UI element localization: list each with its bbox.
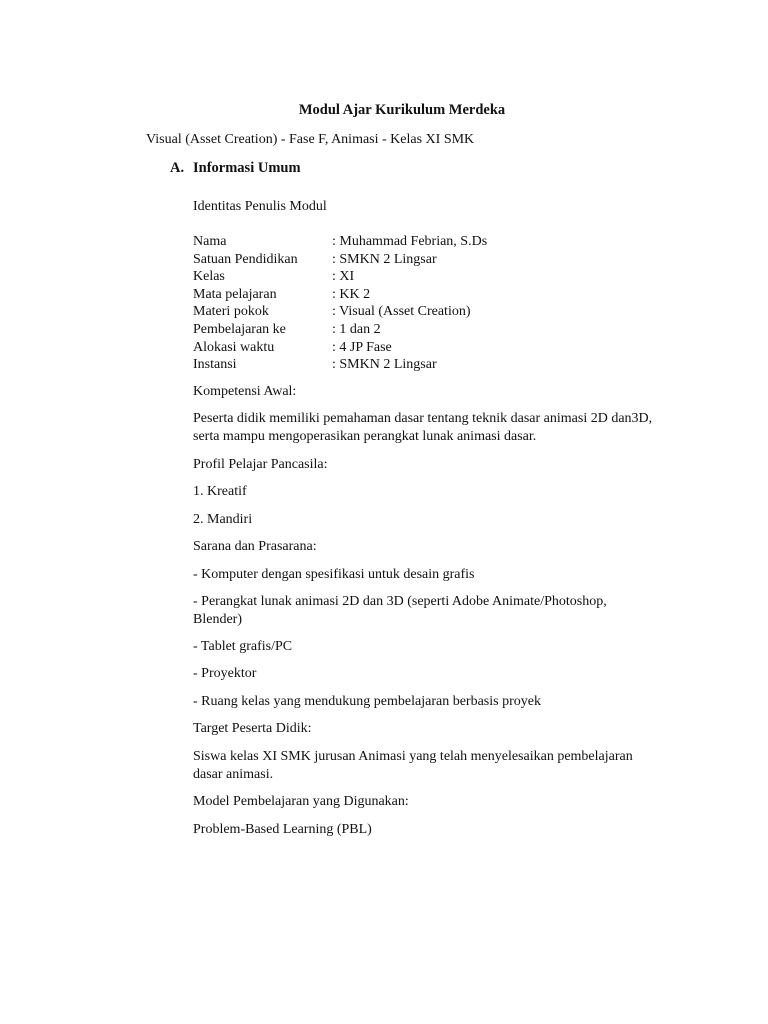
section-letter: A. (170, 160, 185, 176)
identity-row (193, 251, 487, 269)
identity-table (193, 233, 487, 374)
paragraph-model-heading: Model Pembelajaran yang Digunakan: (193, 794, 409, 809)
identity-key: Pembelajaran ke (193, 321, 286, 337)
paragraph-sarana-heading: Sarana dan Prasarana: (193, 539, 317, 554)
paragraph-target-text: Siswa kelas XI SMK jurusan Animasi yang telah menyelesaikan pembelajaran dasar animasi. (193, 749, 633, 782)
identity-value: : Visual (Asset Creation) (332, 304, 471, 320)
identity-row (193, 268, 487, 286)
identity-heading: Identitas Penulis Modul (193, 199, 327, 214)
identity-row (193, 356, 487, 374)
list-item: - Perangkat lunak animasi 2D dan 3D (seperti Adobe Animate/Photoshop, Blender) (193, 594, 607, 627)
identity-key: Materi pokok (193, 304, 269, 320)
identity-value: : XI (332, 269, 355, 285)
identity-value: : Muhammad Febrian, S.Ds (332, 234, 488, 249)
list-item: 1. Kreatif (193, 484, 247, 499)
list-item: - Ruang kelas yang mendukung pembelajaran berbasis proyek (193, 694, 541, 709)
list-item: - Komputer dengan spesifikasi untuk desain grafis (193, 567, 475, 582)
paragraph-kompetensi-heading: Kompetensi Awal: (193, 384, 297, 399)
identity-key: Kelas (193, 269, 225, 285)
identity-value: : 4 JP Fase (332, 339, 392, 355)
section-heading (170, 160, 301, 177)
paragraph-model-text: Problem-Based Learning (PBL) (193, 822, 372, 837)
document-subtitle: Visual (Asset Creation) - Fase F, Animasi - Kelas XI SMK (146, 132, 475, 147)
identity-row (193, 339, 487, 357)
identity-key: Satuan Pendidikan (193, 251, 298, 267)
identity-row (193, 233, 487, 251)
identity-value: : KK 2 (332, 286, 371, 302)
identity-value: : SMKN 2 Lingsar (332, 251, 437, 267)
list-item: - Proyektor (193, 666, 257, 681)
identity-value: : SMKN 2 Lingsar (332, 357, 437, 373)
list-item: - Tablet grafis/PC (193, 639, 293, 654)
identity-row (193, 321, 487, 339)
document-title: Modul Ajar Kurikulum Merdeka (298, 102, 506, 118)
paragraph-target-heading: Target Peserta Didik: (193, 721, 312, 736)
identity-row (193, 303, 487, 321)
identity-key: Alokasi waktu (193, 339, 275, 355)
identity-value: : 1 dan 2 (332, 321, 381, 337)
identity-key: Mata pelajaran (193, 286, 277, 302)
identity-row (193, 286, 487, 304)
list-item: 2. Mandiri (193, 512, 253, 527)
section-title: Informasi Umum (193, 160, 301, 176)
identity-key: Instansi (193, 357, 237, 373)
paragraph-profil-heading: Profil Pelajar Pancasila: (193, 457, 328, 472)
paragraph-kompetensi-text: Peserta didik memiliki pemahaman dasar tentang teknik dasar animasi 2D dan3D, serta mampu mengoperasikan perangkat lunak animasi dasar. (193, 411, 653, 444)
identity-key: Nama (193, 234, 227, 249)
